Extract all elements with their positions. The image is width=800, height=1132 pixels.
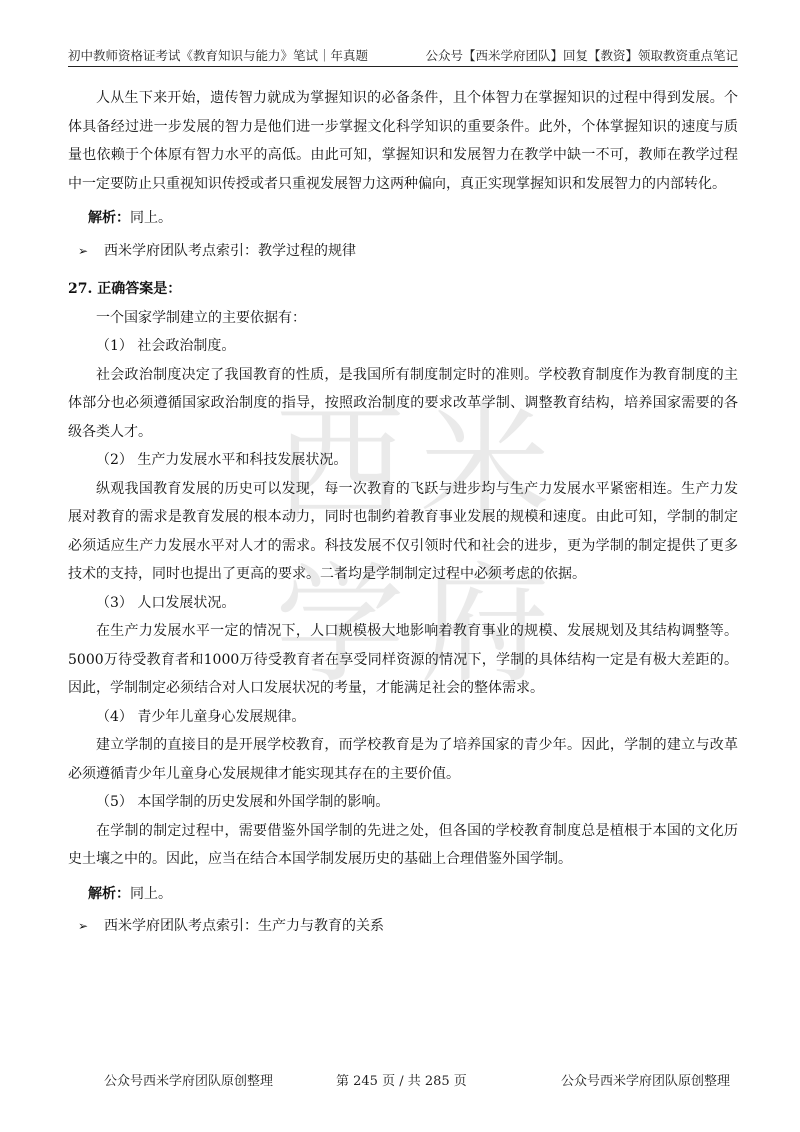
watermark-char: 米 xyxy=(420,389,551,541)
page-header xyxy=(68,44,738,67)
item-body: 在学制的制定过程中，需要借鉴外国学制的先进之处，但各国的学校教育制度总是植根于本国的文化历史土壤之中的。因此，应当在结合本国学制发展历史的基础上合理借鉴外国学制。 xyxy=(68,822,738,867)
analysis-line xyxy=(68,204,738,233)
header-right-text: 公众号【西米学府团队】回复【教资】领取教资重点笔记 xyxy=(425,48,738,63)
item-heading: （1） 社会政治制度。 xyxy=(96,338,236,354)
header-left-text: 初中教师资格证考试《教育知识与能力》笔试｜年真题 xyxy=(68,48,369,63)
question-intro: 一个国家学制建立的主要依据有： xyxy=(96,309,306,326)
footer-right-text: 公众号西米学府团队原创整理 xyxy=(560,1074,730,1089)
analysis-text: 同上。 xyxy=(130,210,172,226)
item-heading: （5） 本国学制的历史发展和外国学制的影响。 xyxy=(96,794,390,810)
item-body: 在生产力发展水平一定的情况下，人口规模极大地影响着教育事业的规模、发展规划及其结构调整等。5000万待受教育者和1000万待受教育者在享受同样资源的情况下，学制的具体结构一定是有极大差距的。因此，学制制定必须结合对人口发展状况的考量，才能满足社会的整体需求。 xyxy=(68,623,738,696)
footer-left-text: 公众号西米学府团队原创整理 xyxy=(104,1074,274,1089)
reference-text: 西米学府团队考点索引：生产力与教育的关系 xyxy=(104,918,384,934)
arrow-bullet-icon: ➢ xyxy=(78,243,89,258)
arrow-bullet-icon: ➢ xyxy=(78,919,89,933)
page-number: 第 245 页 / 共 285 页 xyxy=(336,1074,467,1089)
item-heading: （2） 生产力发展水平和科技发展状况。 xyxy=(96,452,348,468)
item-body: 纵观我国教育发展的历史可以发现，每一次教育的飞跃与进步均与生产力发展水平紧密相连。生产力发展对教育的需求是教育发展的根本动力，同时也制约着教育事业发展的规模和速度。由此可知，学制的制定必须适应生产力发展水平对人才的需求。科技发展不仅引领时代和社会的进步，更为学制的制定提供了更多技术的支持，同时也提出了更高的要求。二者均是学制制定过程中必须考虑的依据。 xyxy=(68,480,738,582)
reference-line xyxy=(68,912,738,941)
item-heading: （4） 青少年儿童身心发展规律。 xyxy=(96,708,306,725)
item-heading: （3） 人口发展状况。 xyxy=(96,594,236,611)
page-footer xyxy=(68,1070,738,1090)
watermark-char: 西 xyxy=(275,389,406,541)
item-body: 社会政治制度决定了我国教育的性质，是我国所有制度制定时的准则。学校教育制度作为教育制度的主体部分也必须遵循国家政治制度的指导，按照政治制度的要求改革学制、调整教育结构，培养国家需要的各级各类人才。 xyxy=(68,366,738,440)
reference-line xyxy=(68,237,738,266)
watermark-char: 学 xyxy=(275,549,406,700)
paragraph: 人从生下来开始，遗传智力就成为掌握知识的必备条件，且个体智力在掌握知识的过程中得到发展。个体具备经过进一步发展的智力是他们进一步掌握文化科学知识的重要条件。此外，个体掌握知识的速度与质量也依赖于个体原有智力水平的高低。由此可知，掌握知识和发展智力在教学中缺一不可，教师在教学过程中一定要防止只重视知识传授或者只重视发展智力这两种偏向，真正实现掌握知识和发展智力的内部转化。 xyxy=(68,90,738,192)
reference-text: 西米学府团队考点索引：教学过程的规律 xyxy=(104,242,356,259)
watermark-char: 府 xyxy=(420,549,551,700)
question-heading: 27. 正确答案是： xyxy=(68,281,182,297)
analysis-label: 解析： xyxy=(88,885,130,902)
item-body: 建立学制的直接目的是开展学校教育，而学校教育是为了培养国家的青少年。因此，学制的建立与改革必须遵循青少年儿童身心发展规律才能实现其存在的主要价值。 xyxy=(68,737,738,782)
analysis-line xyxy=(68,880,738,909)
analysis-text: 同上。 xyxy=(130,885,172,902)
analysis-label: 解析： xyxy=(88,210,130,226)
page-content xyxy=(68,84,738,951)
